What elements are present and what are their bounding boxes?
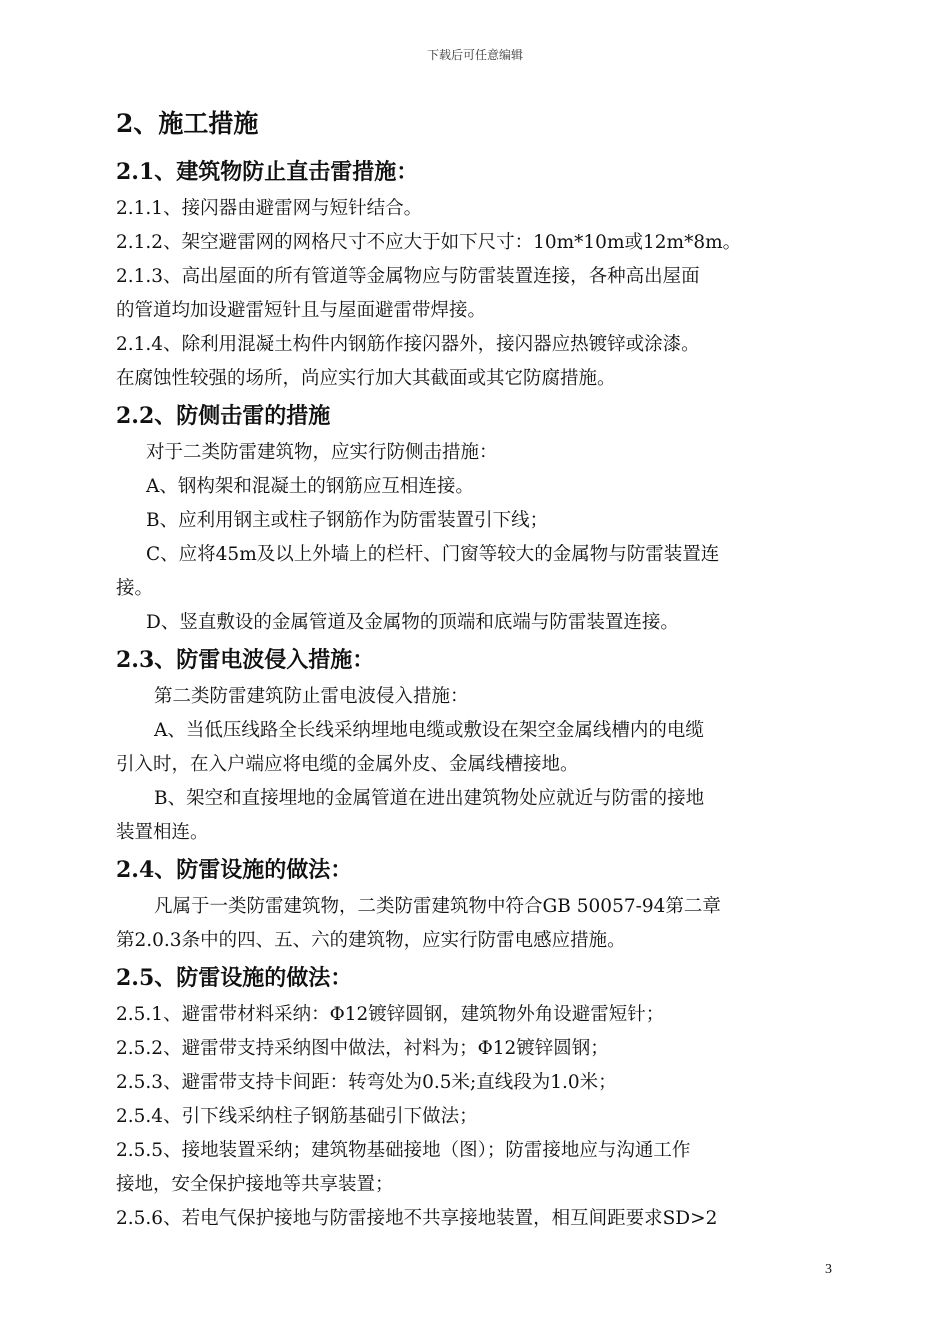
paragraph-2-3-b-line1: B、架空和直接埋地的金属管道在进出建筑物处应就近与防雷的接地 [154,788,705,809]
paragraph-2-1-4-line2: 在腐蚀性较强的场所，尚应实行加大其截面或其它防腐措施。 [116,368,616,389]
paragraph-2-2-c-line2: 接。 [116,578,154,599]
heading-2-2: 2.2、防侧击雷的措施 [116,403,331,429]
paragraph-2-4-line2: 第2.0.3条中的四、五、六的建筑物，应实行防雷电感应措施。 [116,930,626,951]
paragraph-2-4-line1: 凡属于一类防雷建筑物，二类防雷建筑物中符合GB 50057-94第二章 [154,896,721,917]
heading-2-3: 2.3、防雷电波侵入措施： [116,647,375,673]
paragraph-2-3-b-line2: 装置相连。 [116,822,209,843]
paragraph-2-2-a: A、钢构架和混凝土的钢筋应互相连接。 [146,476,474,497]
paragraph-2-2-b: B、应利用钢主或柱子钢筋作为防雷装置引下线； [146,510,549,531]
paragraph-2-5-1: 2.5.1、避雷带材料采纳：Φ12镀锌圆钢，建筑物外角设避雷短针； [116,1004,665,1025]
paragraph-2-5-4: 2.5.4、引下线采纳柱子钢筋基础引下做法； [116,1106,478,1127]
paragraph-2-3-a-line2: 引入时，在入户端应将电缆的金属外皮、金属线槽接地。 [116,754,579,775]
heading-2-4: 2.4、防雷设施的做法： [116,857,353,883]
page-header: 下载后可任意编辑 [426,48,523,62]
paragraph-2-2-d: D、竖直敷设的金属管道及金属物的顶端和底端与防雷装置连接。 [146,612,679,633]
section-title: 2、施工措施 [116,109,259,138]
document-body [116,104,836,1236]
heading-2-5: 2.5、防雷设施的做法： [116,965,353,991]
paragraph-2-1-4-line1: 2.1.4、除利用混凝土构件内钢筋作接闪器外，接闪器应热镀锌或涂漆。 [116,334,700,355]
paragraph-2-5-5-line2: 接地，安全保护接地等共享装置； [116,1174,394,1195]
paragraph-2-1-1: 2.1.1、接闪器由避雷网与短针结合。 [116,198,423,219]
paragraph-2-1-3-line2: 的管道均加设避雷短针且与屋面避雷带焊接。 [116,300,487,321]
paragraph-2-1-2: 2.1.2、架空避雷网的网格尺寸不应大于如下尺寸：10m*10m或12m*8m。 [116,232,742,253]
paragraph-2-3-a-line1: A、当低压线路全长线采纳埋地电缆或敷设在架空金属线槽内的电缆 [154,720,704,741]
paragraph-2-2-intro: 对于二类防雷建筑物，应实行防侧击措施： [146,442,498,463]
paragraph-2-5-5-line1: 2.5.5、接地装置采纳；建筑物基础接地（图）；防雷接地应与沟通工作 [116,1140,691,1161]
paragraph-2-2-c-line1: C、应将45m及以上外墙上的栏杆、门窗等较大的金属物与防雷装置连 [146,544,720,565]
paragraph-2-5-6: 2.5.6、若电气保护接地与防雷接地不共享接地装置，相互间距要求SD>2 [116,1208,718,1229]
paragraph-2-1-3-line1: 2.1.3、高出屋面的所有管道等金属物应与防雷装置连接，各种高出屋面 [116,266,700,287]
paragraph-2-3-intro: 第二类防雷建筑防止雷电波侵入措施： [154,686,469,707]
page-number: 3 [825,1262,832,1277]
heading-2-1: 2.1、建筑物防止直击雷措施： [116,159,419,185]
paragraph-2-5-2: 2.5.2、避雷带支持采纳图中做法，衬料为；Φ12镀锌圆钢； [116,1038,609,1059]
paragraph-2-5-3: 2.5.3、避雷带支持卡间距：转弯处为0.5米;直线段为1.0米； [116,1072,617,1093]
